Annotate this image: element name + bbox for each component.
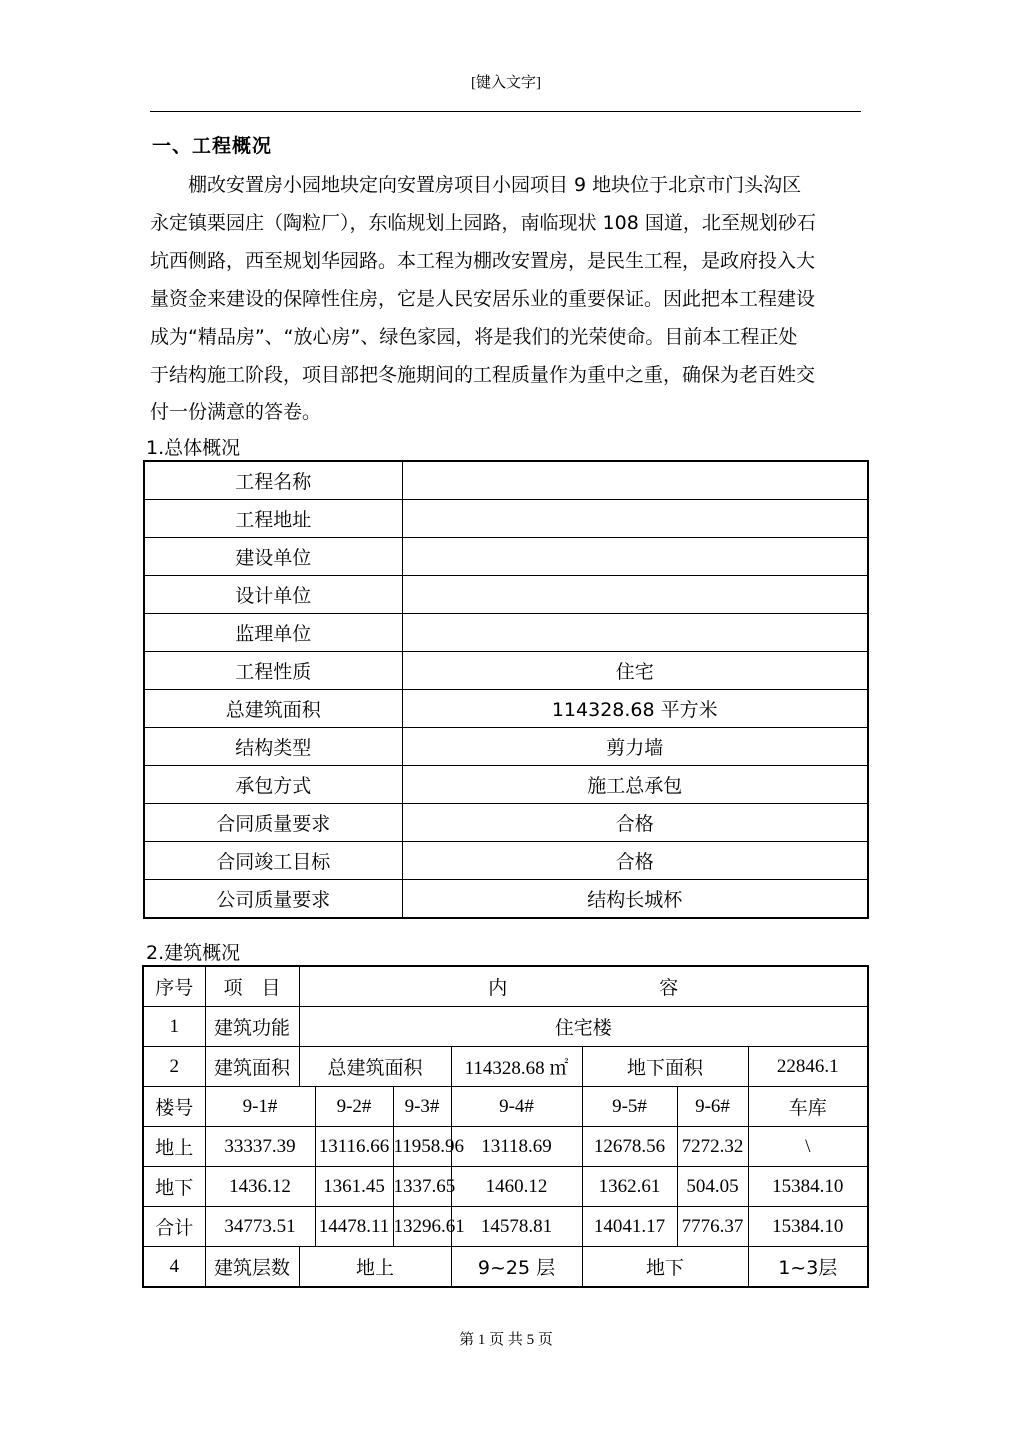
row-value xyxy=(402,576,868,614)
row-label: 总建筑面积 xyxy=(144,690,402,728)
area-value: 504.05 xyxy=(677,1167,748,1207)
header-content: 内 容 xyxy=(299,966,868,1007)
row-item: 建筑功能 xyxy=(205,1007,299,1047)
paragraph-line: 于结构施工阶段，项目部把冬施期间的工程质量作为重中之重，确保为老百姓交 xyxy=(150,364,816,386)
paragraph-line: 坑西侧路，西至规划华园路。本工程为棚改安置房，是民生工程，是政府投入大 xyxy=(150,250,816,272)
row-value: 合格 xyxy=(402,842,868,880)
building-id: 车库 xyxy=(748,1087,868,1127)
row-value xyxy=(402,461,868,500)
overview-table xyxy=(143,460,869,919)
table-row xyxy=(144,766,868,804)
section-title: 一、工程概况 xyxy=(152,135,273,157)
buildings-label: 楼号 xyxy=(143,1087,205,1127)
row-value: 施工总承包 xyxy=(402,766,868,804)
building-id: 9-5# xyxy=(582,1087,677,1127)
area-value: \ xyxy=(748,1127,868,1167)
area-value: 15384.10 xyxy=(748,1167,868,1207)
row-value xyxy=(402,614,868,652)
paragraph-line: 量资金来建设的保障性住房，它是人民安居乐业的重要保证。因此把本工程建设 xyxy=(150,288,816,310)
table-row xyxy=(143,1047,868,1087)
underground-area-value: 22846.1 xyxy=(748,1047,868,1087)
table-row xyxy=(143,966,868,1007)
table-row xyxy=(144,614,868,652)
table-row xyxy=(144,652,868,690)
table-row xyxy=(144,842,868,880)
floors-above-value: 9~25 层 xyxy=(451,1247,582,1288)
area-value: 14578.81 xyxy=(451,1207,582,1247)
paragraph-line: 成为“精品房”、“放心房”、绿色家园，将是我们的光荣使命。目前本工程正处 xyxy=(150,326,798,348)
table-row xyxy=(143,1007,868,1047)
row-value: 合格 xyxy=(402,804,868,842)
page-footer: 第 1 页 共 5 页 xyxy=(459,1332,553,1348)
row-label: 结构类型 xyxy=(144,728,402,766)
floors-below-value: 1~3层 xyxy=(748,1247,868,1288)
row-label: 合同质量要求 xyxy=(144,804,402,842)
row-label: 合同竣工目标 xyxy=(144,842,402,880)
row-value xyxy=(402,538,868,576)
area-value: 1361.45 xyxy=(315,1167,393,1207)
area-value: 12678.56 xyxy=(582,1127,677,1167)
row-label: 工程地址 xyxy=(144,500,402,538)
row-label: 建设单位 xyxy=(144,538,402,576)
row-label: 地下 xyxy=(143,1167,205,1207)
area-value: 13296.61 xyxy=(393,1207,451,1247)
building-id: 9-6# xyxy=(677,1087,748,1127)
row-label: 承包方式 xyxy=(144,766,402,804)
row-item: 建筑层数 xyxy=(205,1247,299,1288)
table-row xyxy=(144,880,868,919)
area-value: 7272.32 xyxy=(677,1127,748,1167)
row-label: 设计单位 xyxy=(144,576,402,614)
table-row xyxy=(144,804,868,842)
header-seq: 序号 xyxy=(143,966,205,1007)
row-label: 合计 xyxy=(143,1207,205,1247)
total-area-label: 总建筑面积 xyxy=(299,1047,451,1087)
row-label: 监理单位 xyxy=(144,614,402,652)
floors-below-label: 地下 xyxy=(582,1247,748,1288)
row-label: 工程性质 xyxy=(144,652,402,690)
area-value: 1362.61 xyxy=(582,1167,677,1207)
row-value xyxy=(402,500,868,538)
area-value: 13118.69 xyxy=(451,1127,582,1167)
building-id: 9-3# xyxy=(393,1087,451,1127)
area-value: 7776.37 xyxy=(677,1207,748,1247)
area-value: 14041.17 xyxy=(582,1207,677,1247)
paragraph-line: 永定镇栗园庄（陶粒厂），东临规划上园路，南临现状 108 国道，北至规划砂石 xyxy=(150,212,816,234)
page-header: [键入文字] xyxy=(471,75,541,91)
table-row xyxy=(144,576,868,614)
area-value: 1337.65 xyxy=(393,1167,451,1207)
area-value: 14478.11 xyxy=(315,1207,393,1247)
header-rule xyxy=(150,111,861,112)
building-id: 9-1# xyxy=(205,1087,315,1127)
building-table xyxy=(142,965,869,1288)
table-row xyxy=(143,1247,868,1288)
row-label: 地上 xyxy=(143,1127,205,1167)
paragraph-line: 付一份满意的答卷。 xyxy=(150,401,322,423)
floors-above-label: 地上 xyxy=(299,1247,451,1288)
table-row xyxy=(143,1087,868,1127)
row-item: 建筑面积 xyxy=(205,1047,299,1087)
row-value: 114328.68 平方米 xyxy=(402,690,868,728)
table-row xyxy=(143,1127,868,1167)
row-seq: 4 xyxy=(143,1247,205,1288)
row-value: 住宅 xyxy=(402,652,868,690)
total-area-value: 114328.68 ㎡ xyxy=(451,1047,582,1087)
table-row xyxy=(144,690,868,728)
area-value: 13116.66 xyxy=(315,1127,393,1167)
table-row xyxy=(144,538,868,576)
area-value: 33337.39 xyxy=(205,1127,315,1167)
table-row xyxy=(144,461,868,500)
row-label: 公司质量要求 xyxy=(144,880,402,919)
building-id: 9-2# xyxy=(315,1087,393,1127)
row-value: 结构长城杯 xyxy=(402,880,868,919)
table-row xyxy=(144,500,868,538)
area-value: 11958.96 xyxy=(393,1127,451,1167)
underground-area-label: 地下面积 xyxy=(582,1047,748,1087)
row-label: 工程名称 xyxy=(144,461,402,500)
paragraph-line: 棚改安置房小园地块定向安置房项目小园项目 9 地块位于北京市门头沟区 xyxy=(150,174,802,196)
table-row xyxy=(143,1207,868,1247)
row-seq: 2 xyxy=(143,1047,205,1087)
building-id: 9-4# xyxy=(451,1087,582,1127)
area-value: 15384.10 xyxy=(748,1207,868,1247)
area-value: 1460.12 xyxy=(451,1167,582,1207)
overview-title: 1.总体概况 xyxy=(146,437,241,459)
area-value: 34773.51 xyxy=(205,1207,315,1247)
area-value: 1436.12 xyxy=(205,1167,315,1207)
table-row xyxy=(143,1167,868,1207)
row-content: 住宅楼 xyxy=(299,1007,868,1047)
row-seq: 1 xyxy=(143,1007,205,1047)
table-row xyxy=(144,728,868,766)
row-value: 剪力墙 xyxy=(402,728,868,766)
building-title: 2.建筑概况 xyxy=(146,942,241,964)
header-item: 项 目 xyxy=(205,966,299,1007)
